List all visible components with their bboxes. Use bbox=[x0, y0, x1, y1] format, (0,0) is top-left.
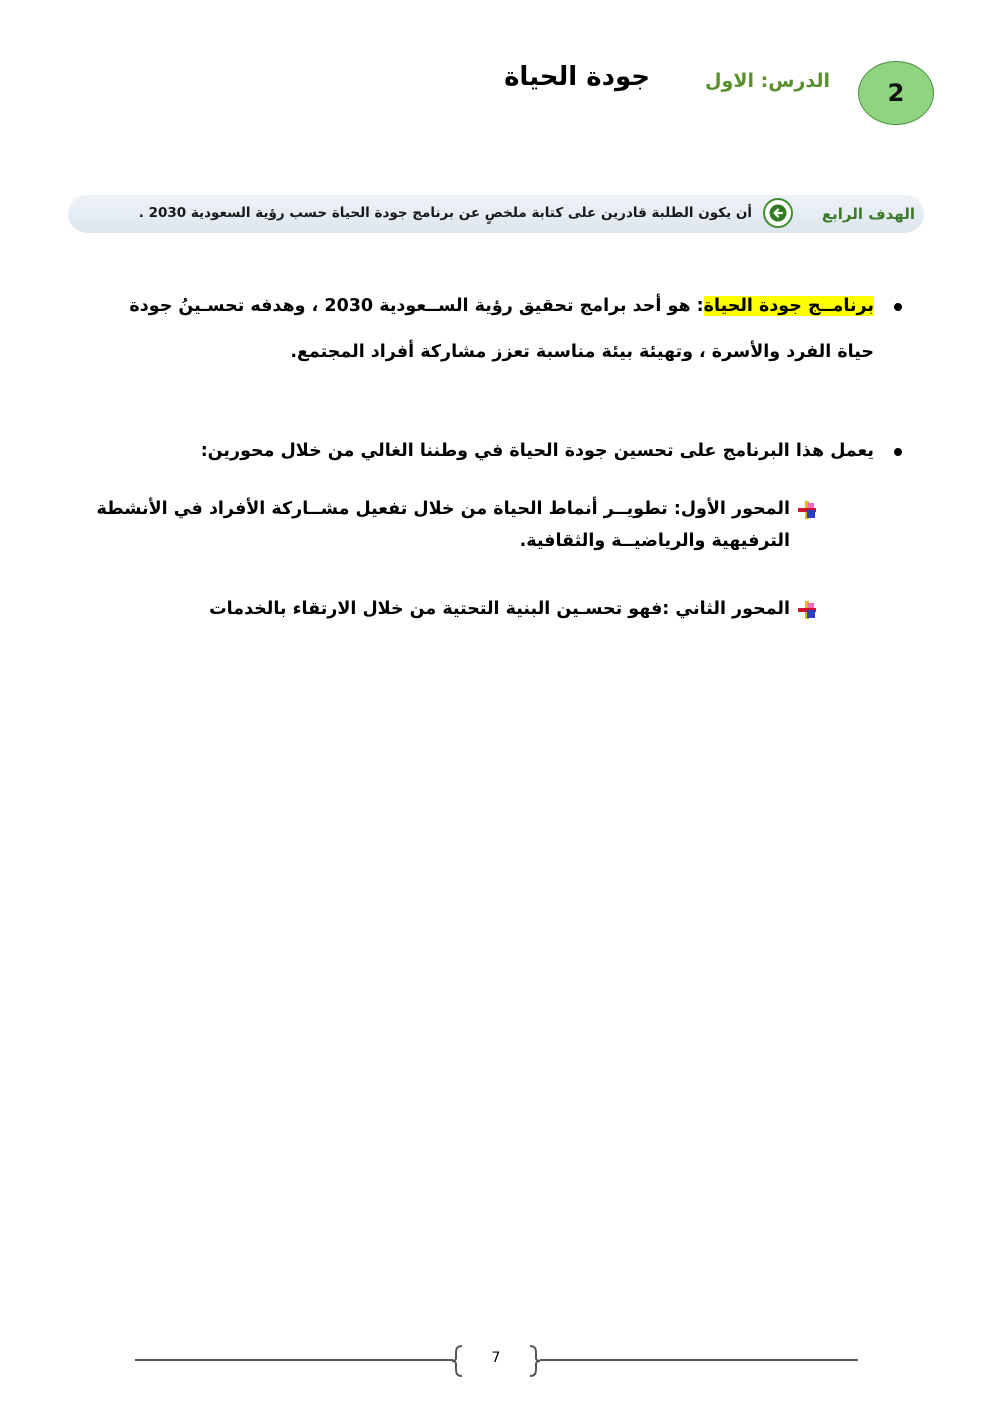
colored-plus-bullet-icon bbox=[797, 600, 817, 620]
lesson-number: 2 bbox=[887, 79, 905, 107]
bullet2-text: يعمل هذا البرنامج على تحسين جودة الحياة في وطننا الغالي من خلال محورين: bbox=[200, 441, 874, 461]
bullet-dot bbox=[894, 303, 902, 311]
axis2-paragraph bbox=[150, 594, 790, 624]
bullet1-paragraph bbox=[82, 291, 874, 367]
axis1-line2: الترفيهية والرياضيــة والثقافية. bbox=[519, 531, 790, 551]
highlighted-term: برنامــج جودة الحياة bbox=[703, 296, 874, 316]
lesson-title: جودة الحياة bbox=[504, 62, 650, 92]
objective-text: أن يكون الطلبة قادرين على كتابة ملخصٍ عن برنامج جودة الحياة حسب رؤية السعودية 2030 . bbox=[138, 205, 752, 221]
footer-line-right bbox=[540, 1359, 858, 1361]
arrow-left-circle-icon bbox=[763, 198, 793, 228]
colored-plus-bullet-icon bbox=[797, 500, 817, 520]
bullet-dot bbox=[894, 448, 902, 456]
footer-line-left bbox=[135, 1359, 453, 1361]
page-number: 7 bbox=[491, 1350, 501, 1366]
bullet1-line1 bbox=[82, 291, 874, 321]
bullet1-line2: حياة الفرد والأسرة ، وتهيئة بيئة مناسبة تعزز مشاركة أفراد المجتمع. bbox=[290, 342, 874, 362]
bullet1-line1-rest: : هو أحد برامج تحقيق رؤية الســعودية 2030 ، وهدفه تحسـينُ جودة bbox=[129, 296, 704, 316]
axis1-line1: المحور الأول: تطويــر أنماط الحياة من خلال تفعيل مشــاركة الأفراد في الأنشطة bbox=[96, 499, 790, 519]
bullet2-paragraph bbox=[120, 436, 874, 466]
objective-label: الهدف الرابع bbox=[821, 205, 915, 223]
axis2-text: المحور الثاني :فهو تحسـين البنية التحتية من خلال الارتقاء بالخدمات bbox=[209, 599, 790, 619]
lesson-label: الدرس: الاول bbox=[705, 70, 830, 92]
lesson-number-badge bbox=[858, 61, 934, 125]
axis1-paragraph bbox=[96, 494, 790, 556]
